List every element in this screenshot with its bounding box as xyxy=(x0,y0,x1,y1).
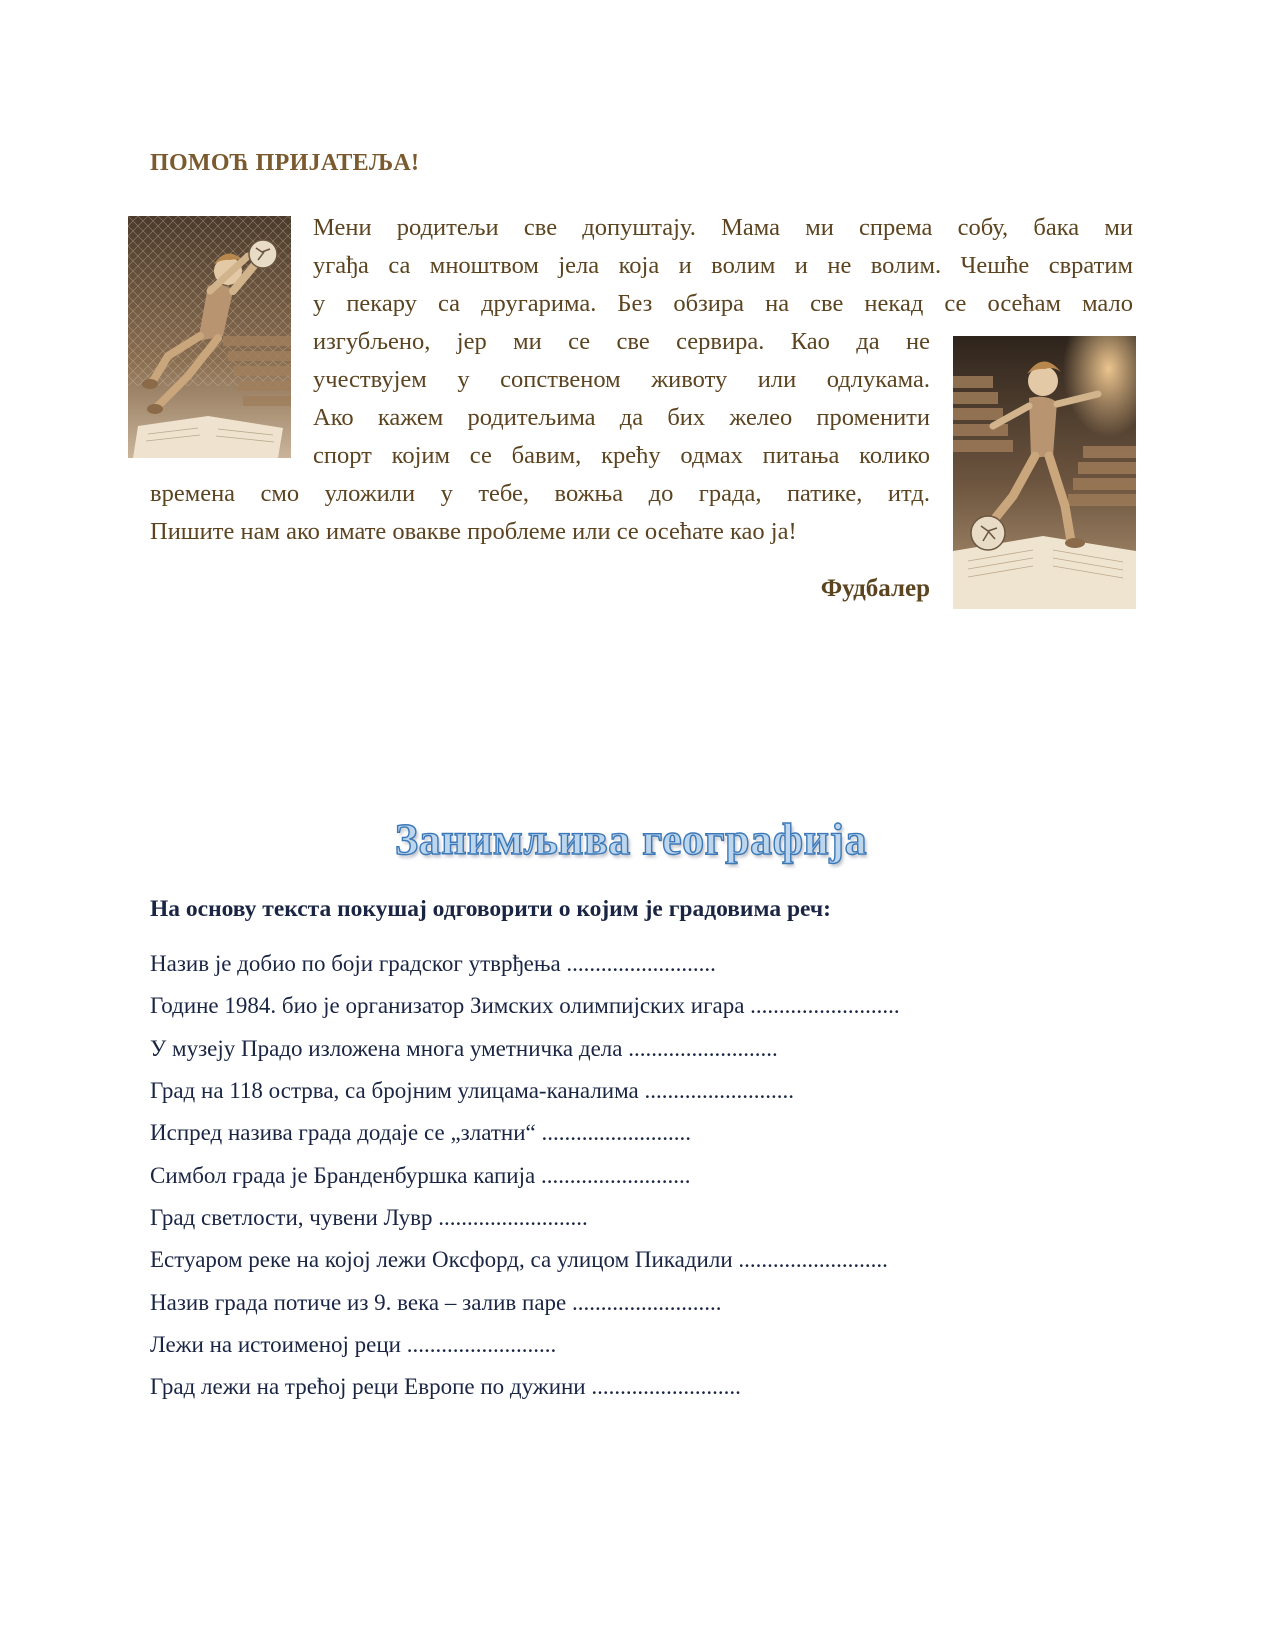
geography-instruction: На основу текста покушај одговорити о којим је градовима реч: xyxy=(150,896,831,922)
letter-line-2: угађа са мноштвом јела која и волим и не волим. Чешће свратим xyxy=(313,252,1133,279)
boy-kicking-ball-on-book-icon xyxy=(953,336,1136,609)
question-item: Град светлости, чувени Лувр .......................... xyxy=(150,1205,588,1230)
letter-line-9: Пишите нам ако имате овакве проблеме или се осећате као ја! xyxy=(150,518,797,545)
letter-line-4: изгубљено, јер ми се све сервира. Као да не xyxy=(313,328,930,355)
question-item: Назив града потиче из 9. века – залив паре .......................... xyxy=(150,1290,722,1315)
question-item: Лежи на истоименој реци .......................... xyxy=(150,1332,557,1357)
kicker-illustration xyxy=(953,336,1136,609)
letter-signature: Фудбалер xyxy=(820,575,930,602)
question-item: Град на 118 острва, са бројним улицама-каналима .......................... xyxy=(150,1078,794,1103)
question-item: Године 1984. био је организатор Зимских олимпијских игара .......................... xyxy=(150,993,900,1018)
question-item: Испред назива града додаје се „златни“ .......................... xyxy=(150,1120,691,1145)
letter-heading: ПОМОЋ ПРИЈАТЕЉА! xyxy=(150,150,420,176)
letter-line-5: учествујем у сопственом животу или одлукама. xyxy=(313,366,930,393)
letter-line-8: времена смо уложили у тебе, вожња до града, патике, итд. xyxy=(150,480,930,507)
letter-line-1: Мени родитељи све допуштају. Мама ми спрема собу, бака ми xyxy=(313,214,1133,241)
question-item: Симбол града је Бранденбуршка капија .......................... xyxy=(150,1163,691,1188)
question-item: Естуаром реке на којој лежи Оксфорд, са улицом Пикадили .......................... xyxy=(150,1247,888,1272)
letter-line-6: Ако кажем родитељима да бих желео променити xyxy=(313,404,930,431)
goalkeeper-illustration xyxy=(128,216,291,458)
question-item: У музеју Прадо изложена многа уметничка дела .......................... xyxy=(150,1036,778,1061)
goalkeeper-catching-ball-icon xyxy=(128,216,291,458)
geography-title: Занимљива географија xyxy=(394,815,868,864)
question-item: Назив је добио по боји градског утврђења .......................... xyxy=(150,951,716,976)
question-item: Град лежи на трећој реци Европе по дужини .......................... xyxy=(150,1374,741,1399)
letter-line-3: у пекару са другарима. Без обзира на све некад се осећам мало xyxy=(313,290,1133,317)
letter-line-7: спорт којим се бавим, крећу одмах питања колико xyxy=(313,442,930,469)
